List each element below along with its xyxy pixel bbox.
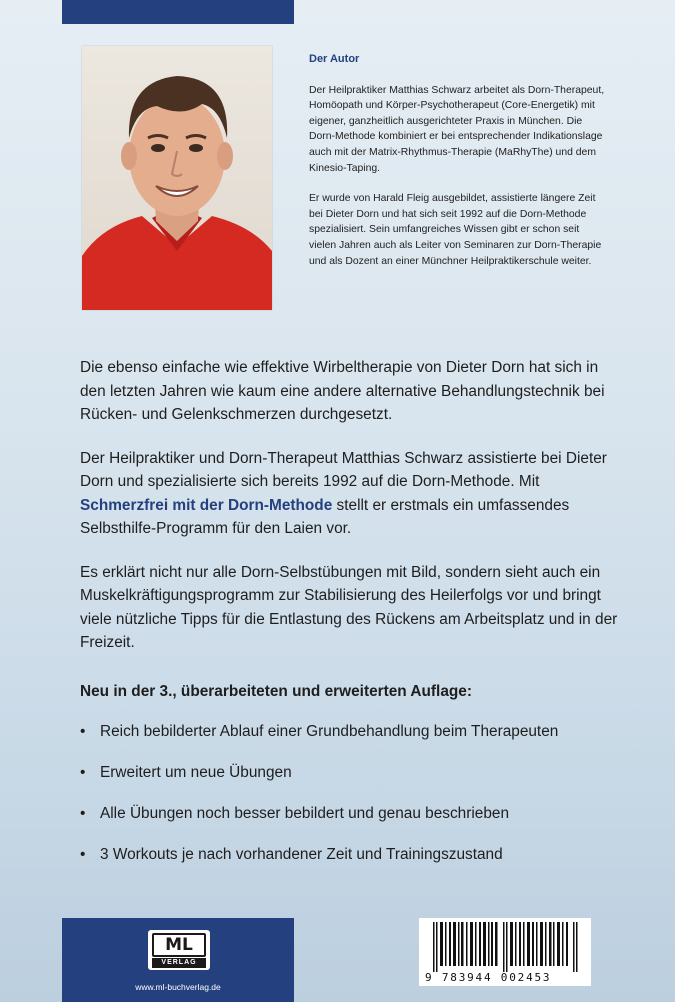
blurb-paragraph-2 [80,447,620,541]
publisher-logo [148,930,210,970]
bullet-icon: • [80,723,86,740]
author-paragraph-1: Der Heilpraktiker Matthias Schwarz arbeitet als Dorn-Therapeut, Homöopath und Körper-Psychotherapeut (Core-Energetik) mit eigener, ganzheitlich ausgerichteter Praxis in München. Die Dorn-Methode kombiniert er bei entsprechender Indikationslage auch mit der Matrix-Rhythmus-Therapie (MaRhyThe) und dem Kinesio-Taping. [309,84,605,174]
logo-ml-text: ML [152,933,206,957]
publisher-band [62,918,294,1002]
list-item-text: Reich bebilderter Ablauf einer Grundbehandlung beim Therapeuten [100,723,559,740]
list-item [80,761,620,802]
list-item [80,802,620,843]
new-edition-heading: Neu in der 3., überarbeiteten und erweiterten Auflage: [80,683,472,700]
top-color-band [62,0,294,24]
blurb-paragraph-3: Es erklärt nicht nur alle Dorn-Selbstübungen mit Bild, sondern sieht auch ein Muskelkräftigungsprogramm zur Stabilisierung des Heilerfolgs vor und bringt viele nützliche Tipps für die Entlastung des Rückens am Arbeitsplatz und in der Freizeit. [80,563,618,651]
bullet-icon: • [80,846,86,863]
author-paragraph-2: Er wurde von Harald Fleig ausgebildet, assistierte längere Zeit bei Dieter Dorn und hat sich seit 1992 auf die Dorn-Methode spezialisiert. Sein umfangreiches Wissen gibt er schon seit vielen Jahren auch als Leiter von Seminaren zur Dorn-Therapie und als Dozent an einer Münchner Heilpraktikerschule weiter. [309,193,602,267]
book-title: Schmerzfrei mit der Dorn-Methode [80,496,333,514]
logo-verlag-text: VERLAG [152,958,206,968]
author-photo [82,46,272,310]
author-heading: Der Autor [309,53,360,65]
bullet-icon: • [80,764,86,781]
list-item [80,720,620,761]
list-item-text: 3 Workouts je nach vorhandener Zeit und Trainingszustand [100,846,503,863]
blurb-paragraph-1: Die ebenso einfache wie effektive Wirbeltherapie von Dieter Dorn hat sich in den letzten Jahren wie kaum eine andere alternative Behandlungstechnik bei Rücken- und Gelenkschmerzen durchgesetzt. [80,359,605,423]
new-edition-list [80,720,620,884]
list-item-text: Alle Übungen noch besser bebildert und genau beschrieben [100,805,510,822]
blurb [80,356,620,675]
blurb-paragraph-2-start: Der Heilpraktiker und Dorn-Therapeut Matthias Schwarz assistierte bei Dieter Dorn und spezialisierte sich bereits 1992 auf die Dorn-Methode. Mit [80,449,607,490]
bullet-icon: • [80,805,86,822]
list-item [80,843,620,884]
list-item-text: Erweitert um neue Übungen [100,764,292,781]
barcode-bars-icon [419,918,591,972]
author-bio [309,52,609,284]
author-portrait-image [82,46,272,310]
isbn-number: 9 783944 002453 [425,971,552,984]
publisher-url: www.ml-buchverlag.de [135,982,221,992]
barcode [419,918,591,986]
blurb-paragraph-2-end: stellt er erstmals ein umfassendes Selbsthilfe-Programm für den Laien vor. [80,496,570,537]
